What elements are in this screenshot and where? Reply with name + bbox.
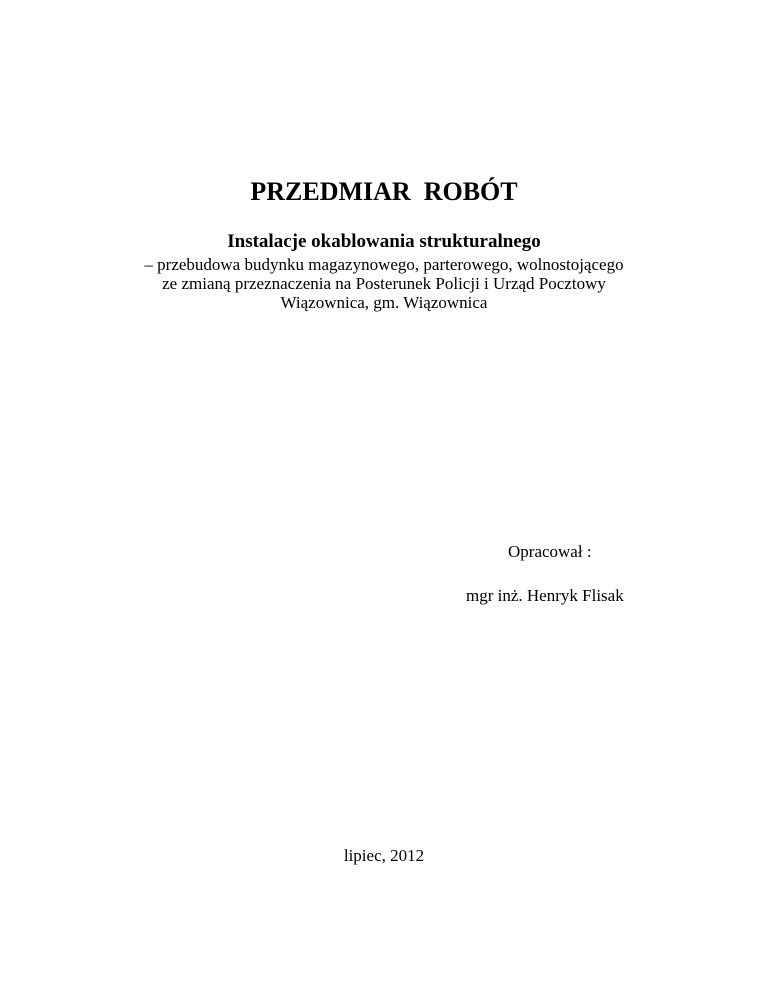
document-title: PRZEDMIAR ROBÓT (250, 177, 518, 206)
document-date: lipiec, 2012 (343, 846, 425, 865)
description-line: ze zmianą przeznaczenia na Posterunek Policji i Urząd Pocztowy (162, 274, 606, 293)
author-name: mgr inż. Henryk Flisak (466, 586, 624, 605)
document-subtitle: Instalacje okablowania strukturalnego (227, 231, 541, 252)
description-line: Wiązownica, gm. Wiązownica (280, 293, 488, 312)
description-line: – przebudowa budynku magazynowego, parterowego, wolnostojącego (144, 255, 624, 274)
document-description (0, 255, 768, 312)
author-label: Opracował : (508, 542, 592, 561)
